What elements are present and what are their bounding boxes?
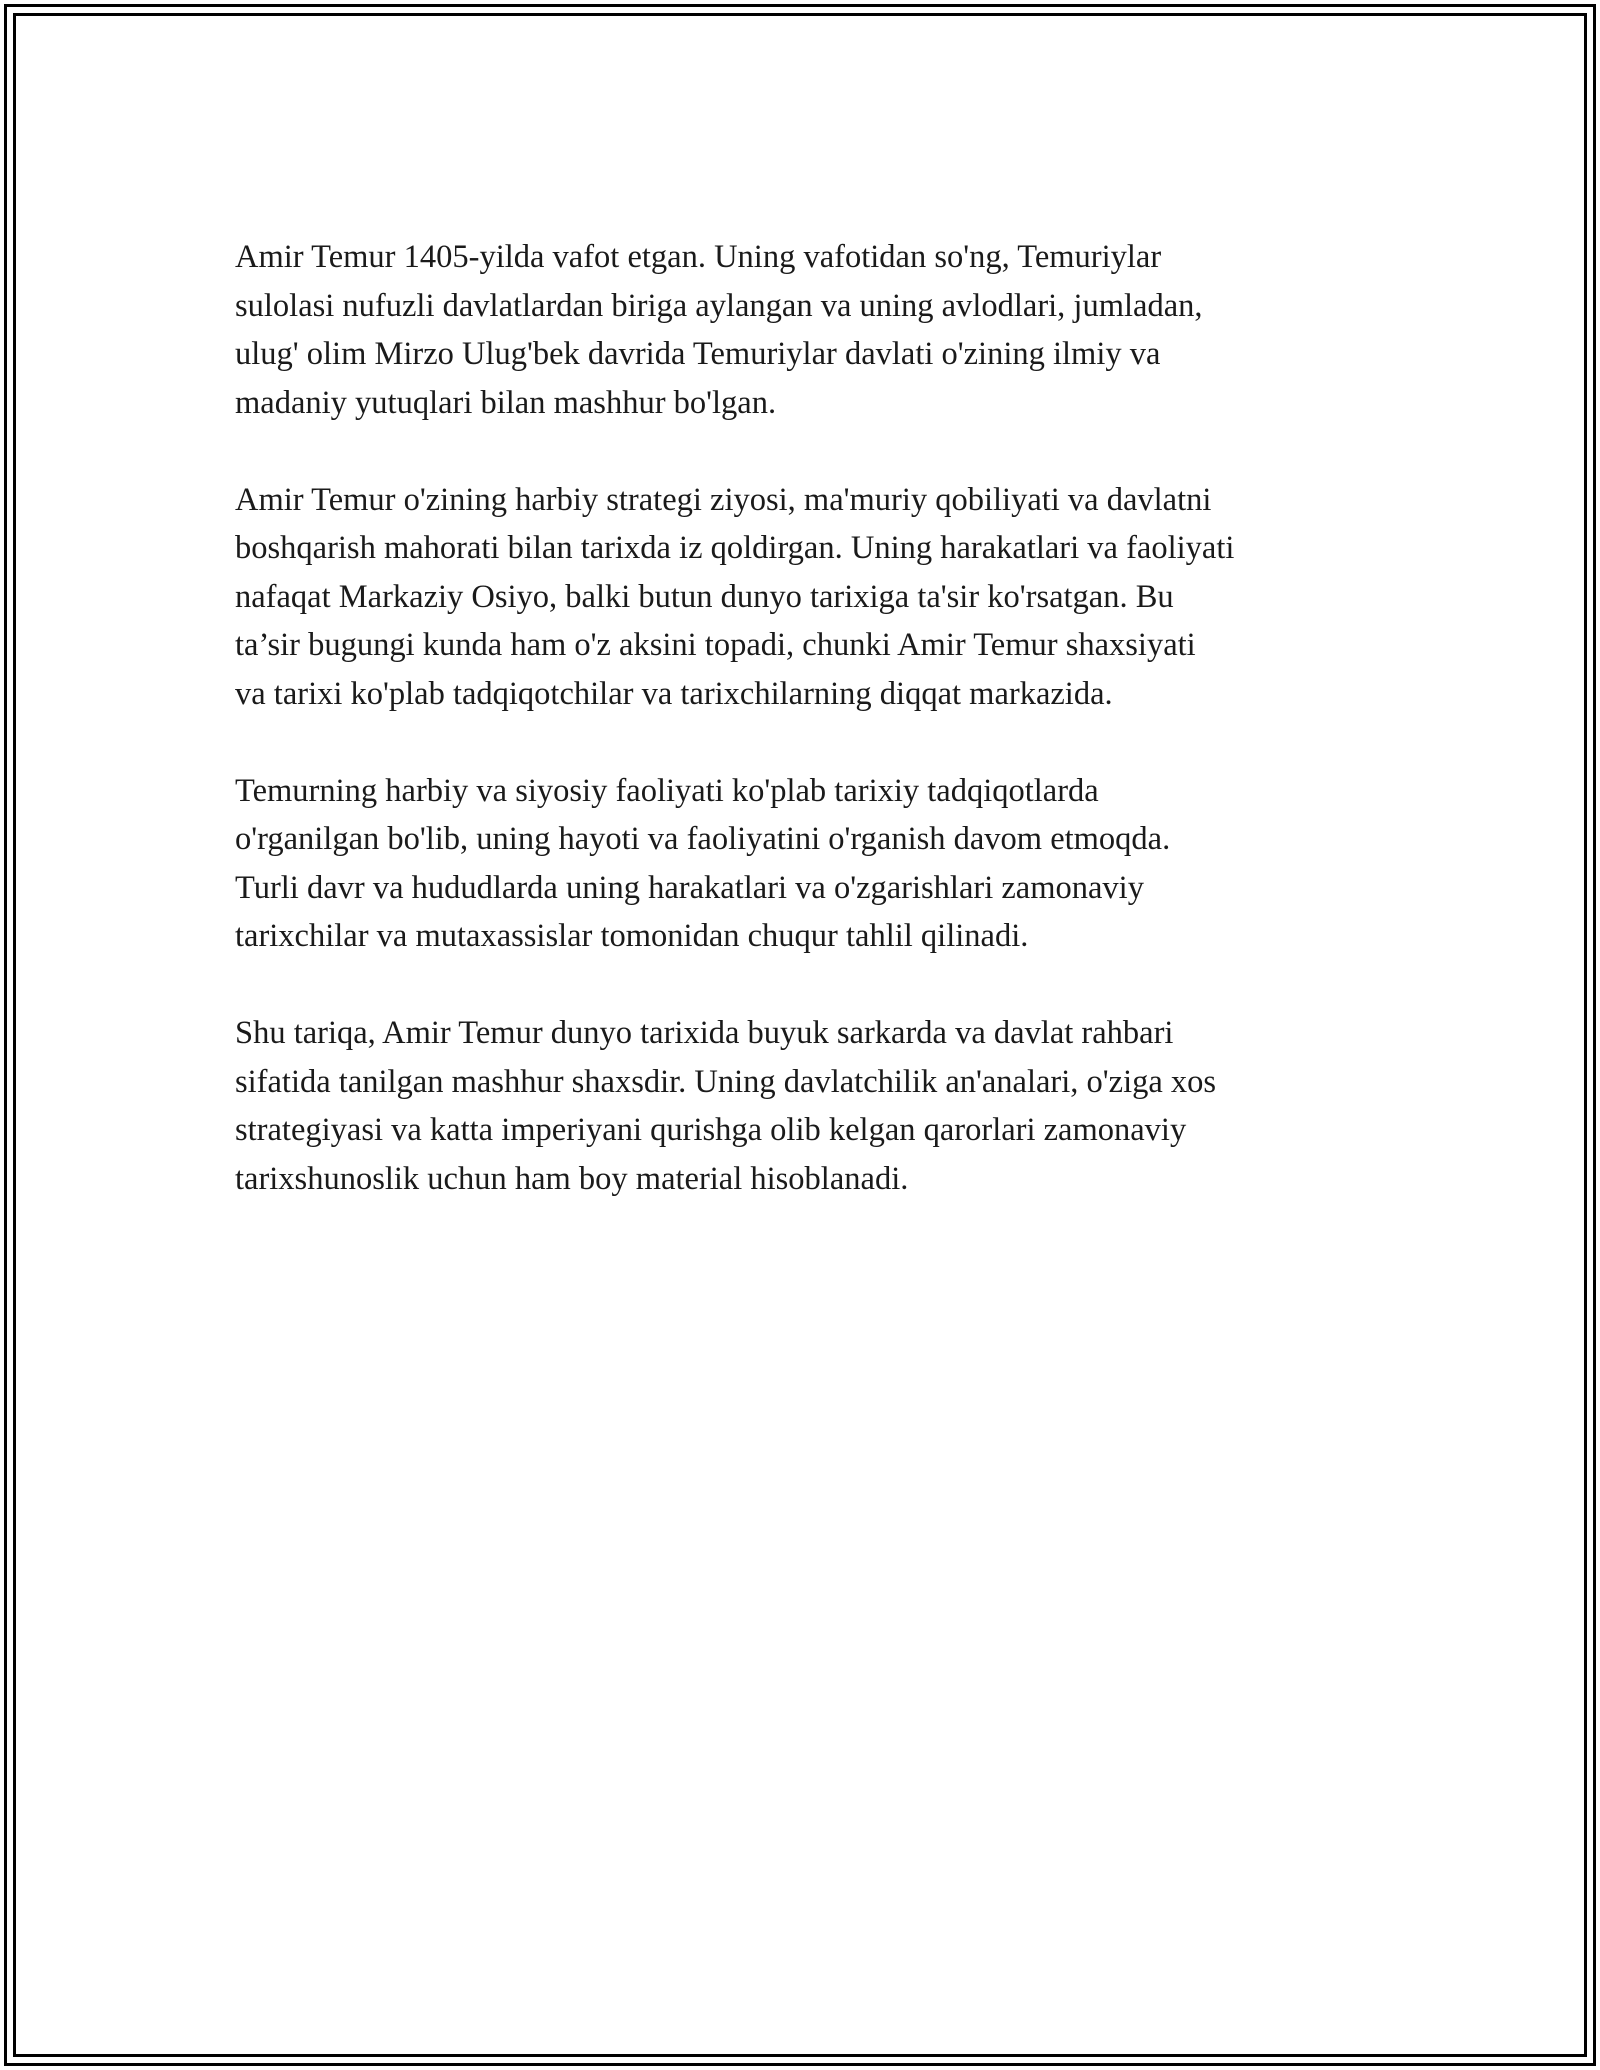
text-line: sifatida tanilgan mashhur shaxsdir. Uning davlatchilik an'analari, o'ziga xos: [235, 1063, 1217, 1100]
text-line: ulug' olim Mirzo Ulug'bek davrida Temuriylar davlati o'zining ilmiy va: [235, 336, 1161, 372]
text-line: Turli davr va hududlarda uning harakatlari va o'zgarishlari zamonaviy: [235, 869, 1144, 906]
text-line: sulolasi nufuzli davlatlardan biriga aylangan va uning avlodlari, jumladan,: [235, 287, 1203, 324]
text-line: o'rganilgan bo'lib, uning hayoti va faoliyatini o'rganish davom etmoqda.: [235, 821, 1171, 857]
text-line: ta’sir bugungi kunda ham o'z aksini topadi, chunki Amir Temur shaxsiyati: [235, 627, 1196, 663]
text-line: Temurning harbiy va siyosiy faoliyati ko'plab tarixiy tadqiqotlarda: [235, 772, 1099, 809]
text-line: madaniy yutuqlari bilan mashhur bo'lgan.: [235, 384, 777, 421]
paragraph-3: [235, 767, 1395, 961]
text-line: Amir Temur 1405-yilda vafot etgan. Uning vafotidan so'ng, Temuriylar: [235, 239, 1162, 275]
text-line: boshqarish mahorati bilan tarixda iz qoldirgan. Uning harakatlari va faoliyati: [235, 530, 1235, 566]
text-line: tarixchilar va mutaxassislar tomonidan chuqur tahlil qilinadi.: [235, 918, 1029, 954]
paragraph-4: [235, 1009, 1395, 1203]
text-line: Shu tariqa, Amir Temur dunyo tarixida buyuk sarkarda va davlat rahbari: [235, 1015, 1174, 1051]
paragraph-1: [235, 233, 1395, 427]
paragraph-2: [235, 476, 1395, 719]
document-body: [235, 233, 1395, 1252]
text-line: nafaqat Markaziy Osiyo, balki butun dunyo tarixiga ta'sir ko'rsatgan. Bu: [235, 578, 1174, 615]
text-line: Amir Temur o'zining harbiy strategi ziyosi, ma'muriy qobiliyati va davlatni: [235, 481, 1212, 518]
text-line: strategiyasi va katta imperiyani qurishga olib kelgan qarorlari zamonaviy: [235, 1112, 1187, 1148]
text-line: tarixshunoslik uchun ham boy material hisoblanadi.: [235, 1160, 909, 1197]
text-line: va tarixi ko'plab tadqiqotchilar va tarixchilarning diqqat markazida.: [235, 675, 1113, 712]
